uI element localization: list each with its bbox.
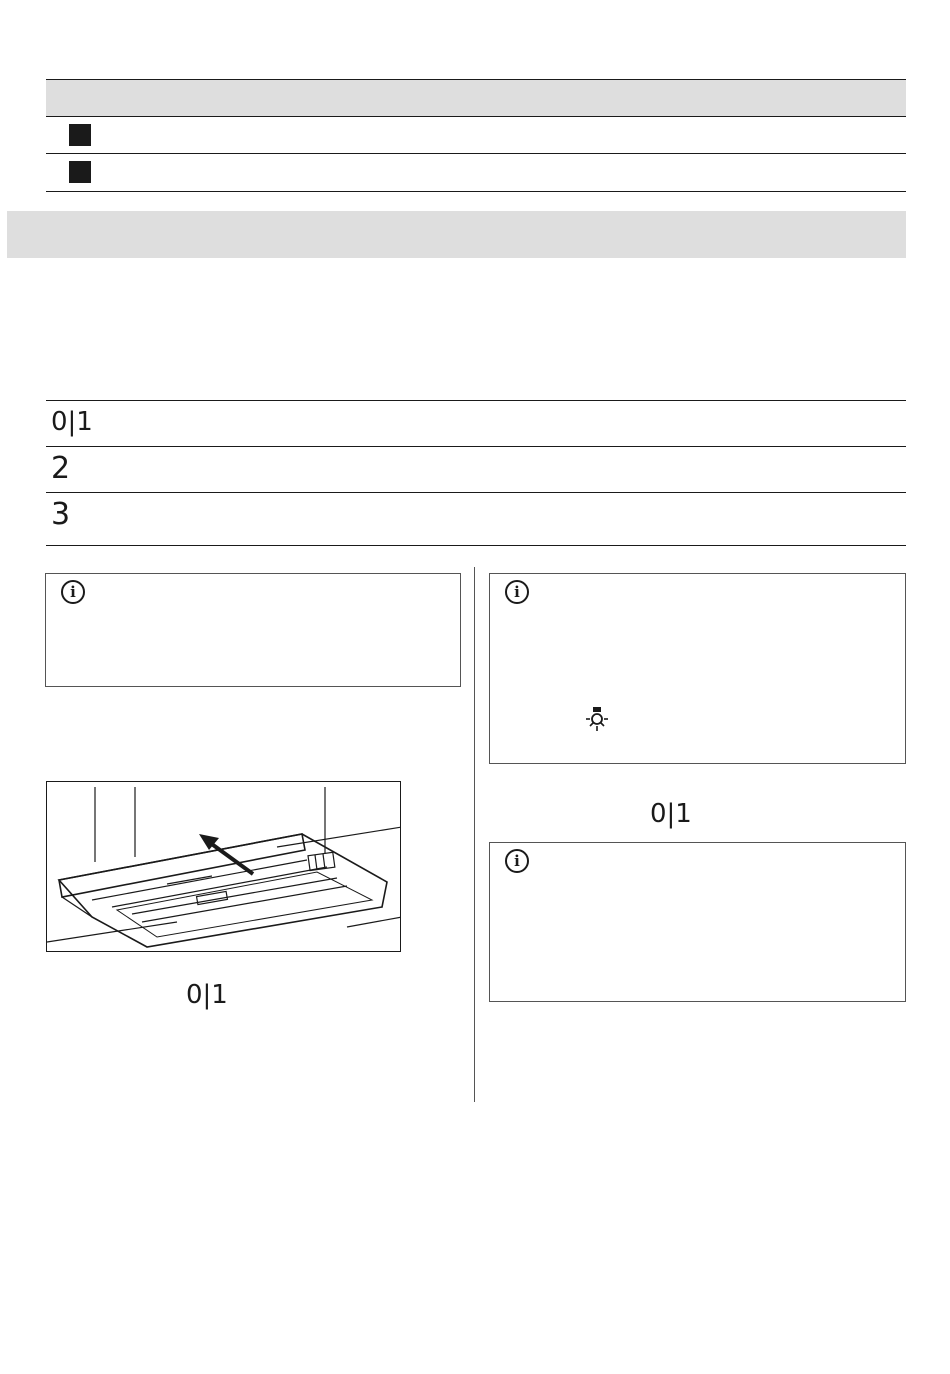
on-off-symbol: 0|1 (186, 980, 228, 1010)
table-divider (46, 191, 906, 192)
on-off-symbol: 0|1 (51, 407, 93, 437)
control-row (46, 492, 906, 538)
speed-3-symbol: 3 (51, 497, 71, 532)
control-row (46, 400, 906, 446)
hood-illustration (46, 781, 401, 952)
table-row (46, 116, 906, 154)
speed-2-symbol: 2 (51, 451, 71, 486)
control-row (46, 446, 906, 492)
info-box (489, 573, 906, 764)
on-off-symbol: 0|1 (650, 799, 692, 829)
info-icon: i (61, 580, 85, 604)
black-square-icon (69, 124, 91, 146)
info-icon: i (505, 580, 529, 604)
table-row (46, 153, 906, 191)
section-heading-band (7, 211, 906, 258)
light-bulb-icon (585, 706, 609, 734)
table-divider (46, 545, 906, 546)
black-square-icon (69, 161, 91, 183)
hood-extend-illustration-icon (47, 782, 401, 952)
info-box (45, 573, 461, 687)
info-icon: i (505, 849, 529, 873)
column-divider (474, 567, 475, 1102)
info-box (489, 842, 906, 1002)
table-header (46, 79, 906, 116)
